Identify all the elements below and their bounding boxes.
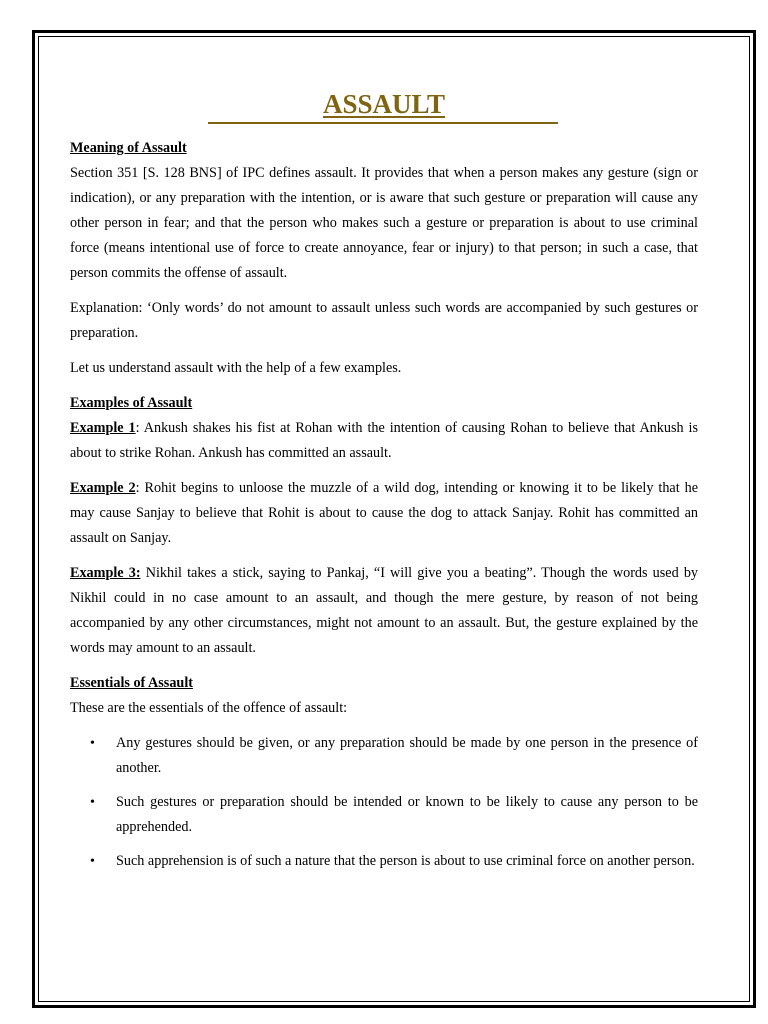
example-2-text: : Rohit begins to unloose the muzzle of a wild dog, intending or knowing it to be likely that he may cause Sanjay to believe that Rohit is about to cause the dog to attack Sanjay. Rohit has committed an assault on Sanjay.	[70, 480, 698, 546]
meaning-paragraph: Section 351 [S. 128 BNS] of IPC defines assault. It provides that when a person makes any gesture (sign or indication), or any preparation with the intention, or is aware that such gesture or preparation will cause any other person in fear; and that the person who makes such a gesture or preparation is about to use criminal force (means intentional use of force to create annoyance, fear or injury) to that person; in such a case, that person commits the offense of assault.	[70, 165, 698, 281]
examples-heading: Examples of Assault	[70, 395, 193, 411]
example-3-text: Nikhil takes a stick, saying to Pankaj, “I will give you a beating”. Though the words used by Nikhil could in no case amount to an assault, and though the mere gesture, by reason of not being accompanied by any other circumstances, might not amount to an assault. But, the gesture explained by the words may amount to an assault.	[70, 565, 699, 656]
meaning-heading: Meaning of Assault	[70, 140, 187, 156]
title-rule	[208, 122, 558, 124]
essentials-heading: Essentials of Assault	[70, 675, 193, 691]
list-item	[70, 731, 698, 781]
example-2-paragraph	[70, 476, 698, 551]
example-2-label: Example 2	[70, 480, 136, 496]
list-item	[70, 790, 698, 840]
page-title: ASSAULT	[322, 89, 446, 119]
document-body	[70, 86, 698, 883]
example-3-label: Example 3:	[70, 565, 141, 581]
title-block	[70, 86, 698, 126]
example-1-paragraph	[70, 416, 698, 466]
bullet-icon: •	[90, 795, 95, 810]
list-item	[70, 849, 698, 874]
example-1-label: Example 1	[70, 420, 136, 436]
essentials-intro: These are the essentials of the offence of assault:	[70, 700, 348, 716]
examples-intro-paragraph: Let us understand assault with the help of a few examples.	[70, 360, 402, 376]
bullet-icon: •	[90, 736, 95, 751]
list-item-text: Such apprehension is of such a nature that the person is about to use criminal force on another person.	[116, 853, 695, 869]
bullet-icon: •	[90, 854, 95, 869]
essentials-list	[70, 731, 698, 874]
list-item-text: Any gestures should be given, or any preparation should be made by one person in the presence of another.	[116, 735, 698, 776]
example-1-text: : Ankush shakes his fist at Rohan with the intention of causing Rohan to believe that Ankush is about to strike Rohan. Ankush has committed an assault.	[70, 420, 698, 461]
example-3-paragraph	[70, 561, 698, 661]
explanation-paragraph: Explanation: ‘Only words’ do not amount to assault unless such words are accompanied by such gestures or preparation.	[70, 300, 698, 341]
list-item-text: Such gestures or preparation should be intended or known to be likely to cause any person to be apprehended.	[116, 794, 698, 835]
